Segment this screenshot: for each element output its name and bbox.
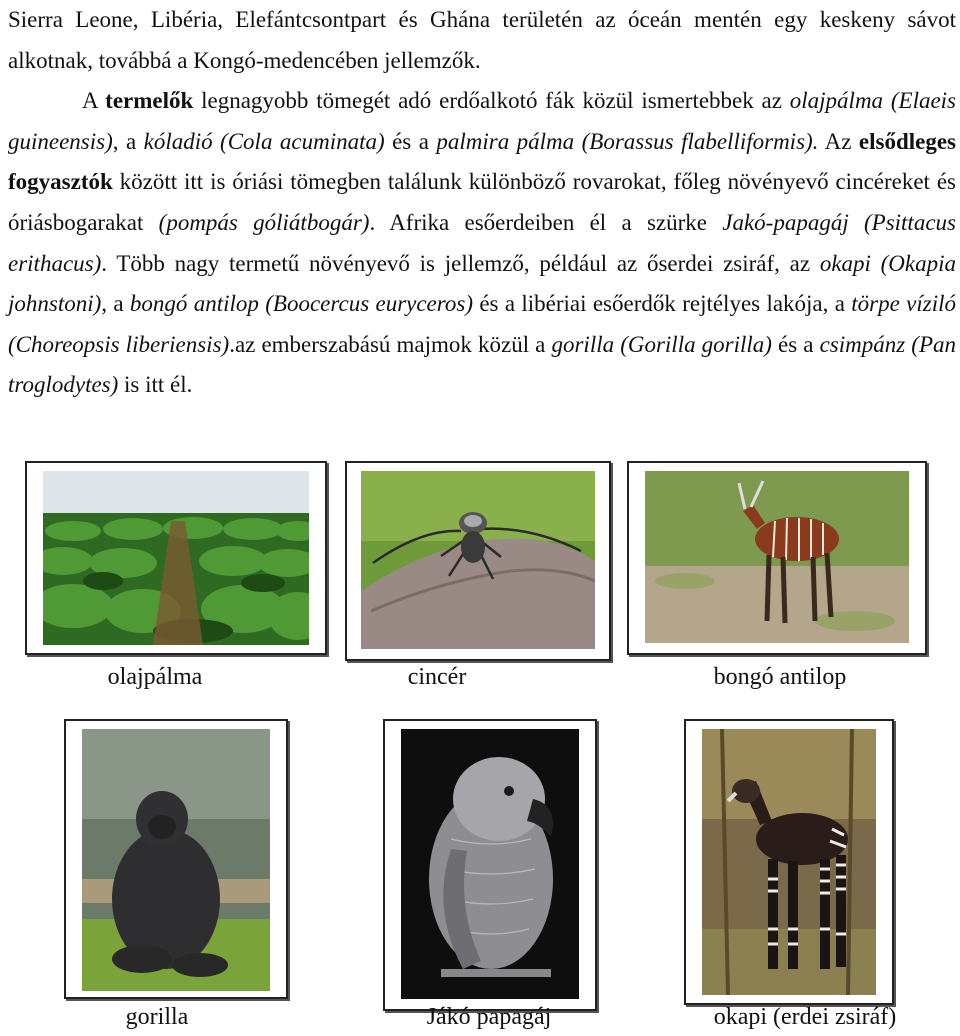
species-gorilla: gorilla (Gorilla gorilla) [551,331,772,357]
body-text [8,0,956,406]
species-chimpanzee: csimpánz (Pan troglodytes) [8,331,956,398]
bongo-photo [645,471,909,643]
text-run: is itt él. [118,372,193,398]
term-primary-consumers: elsődleges fogyasztók [8,128,956,195]
text-run: és a [771,331,820,357]
caption-grey-parrot: Jákó papagáj [426,1004,552,1030]
species-goliath-beetle: (pompás góliátbogár) [158,209,370,235]
text-run: között itt is óriási tömegben találunk különböző rovarokat, főleg növényevő cincéreket és óriásbogarakat [8,169,956,235]
caption-gorilla: gorilla [125,1004,189,1030]
paragraph-1: Sierra Leone, Libéria, Elefántcsontpart és Ghána területén az óceán mentén egy keskeny sávot alkotnak, továbbá a Kongó-medencében jellemzők. [8,7,956,73]
okapi-photo [702,729,876,995]
gorilla-photo [82,729,270,991]
text-run: Az [818,128,859,154]
caption-okapi: okapi (erdei zsiráf) [713,1004,897,1030]
species-bongo: bongó antilop (Boocercus euryceros) [129,291,473,317]
photo-frame-okapi [684,719,894,1005]
text-run: legnagyobb tömegét adó erdőalkotó fák közül ismertebbek az [193,88,790,114]
photo-frame-grey-parrot [383,719,597,1011]
species-palmyra: palmira pálma (Borassus flabelliformis). [436,128,819,154]
text-run: A [82,88,106,114]
longhorn-beetle-photo [361,471,595,649]
term-producers: termelők [105,88,194,114]
text-run: és a libériai esőerdők rejtélyes lakója, a [472,291,852,317]
photo-frame-oil-palm [25,461,327,655]
text-run: , a [101,291,130,317]
text-run: . Több nagy termetű növényevő is jellemző, például az őserdei zsiráf, az [101,250,820,276]
grey-parrot-photo [401,729,579,999]
caption-bongo: bongó antilop [713,664,847,690]
text-run: , a [112,128,144,154]
photo-frame-gorilla [64,719,288,999]
caption-oil-palm: olajpálma [107,664,203,690]
species-cola: kóladió (Cola acuminata) [143,128,385,154]
species-oil-palm: olajpálma (Elaeis guineensis) [8,88,957,154]
caption-longhorn-beetle: cincér [407,664,467,690]
species-okapi: okapi (Okapia johnstoni) [8,250,957,317]
photo-frame-longhorn-beetle [345,461,611,661]
species-grey-parrot: Jakó-papagáj (Psittacus erithacus) [8,209,956,276]
text-run: és a [384,128,437,154]
text-run: . Afrika esőerdeiben él a szürke [369,209,723,235]
text-run: .az emberszabású majmok közül a [229,331,552,357]
photo-frame-bongo [627,461,927,655]
paragraph-2 [8,81,956,406]
species-pygmy-hippo: törpe víziló (Choreopsis liberiensis) [8,291,956,357]
oil-palm-photo [43,471,309,645]
